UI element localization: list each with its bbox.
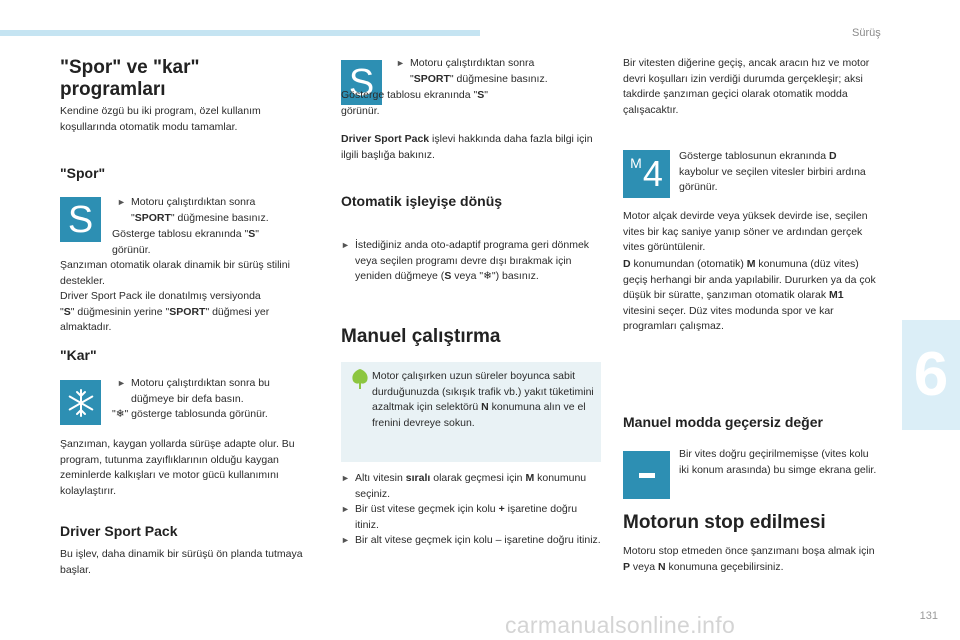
spor-paragraph-4: almaktadır. xyxy=(60,321,112,334)
bullet-arrow-icon: ► xyxy=(117,378,126,388)
dash-glyph xyxy=(639,473,655,478)
oto-heading: Otomatik işleyişe dönüş xyxy=(341,193,503,209)
snowflake-icon xyxy=(60,380,101,425)
col2-bullet-3: Gösterge tablosu ekranında "S" xyxy=(341,89,488,101)
spor-bullet-1: Motoru çalıştırdıktan sonra xyxy=(131,196,256,208)
col3-paragraph-3: D konumundan (otomatik) M konumuna (düz vites) geçiş herhangi bir anda yapılabilir. Dururken ya da çok düşük bir süratte, şanzıman otomatik olarak M1 vitesini seçer. Düz vites modunda spor ve kar programları çalışmaz. xyxy=(623,258,876,333)
spor-paragraph-1: Şanzıman otomatik olarak dinamik bir sürüş stilini destekler. xyxy=(60,259,290,287)
spor-bullet-3: Gösterge tablosu ekranında "S" xyxy=(112,228,259,240)
driver-sport-pack-heading: Driver Sport Pack xyxy=(60,523,178,539)
manual-icon-digit: 4 xyxy=(642,153,663,194)
sport-icon-letter: S xyxy=(67,198,94,241)
bullet-arrow-icon: ► xyxy=(341,535,350,546)
invalid-gear-icon xyxy=(623,451,670,499)
bullet-arrow-icon: ► xyxy=(341,473,350,483)
kar-paragraph: Şanzıman, kaygan yollarda sürüşe adapte olur. Bu program, tutunma zayıflıklarının olduğu kaygan zeminlerde kalkışları ve motor gücü kullanımını kolaylaştırır. xyxy=(60,438,295,497)
manual-heading: Manuel çalıştırma xyxy=(341,326,501,347)
col2-bullet-1: Motoru çalıştırdıktan sonra xyxy=(410,57,535,69)
kar-bullet-1: Motoru çalıştırdıktan sonra bu xyxy=(131,377,270,389)
col2-dsp-note: Driver Sport Pack işlevi hakkında daha fazla bilgi için ilgili başlığa bakınız. xyxy=(341,133,593,161)
bullet-arrow-icon: ► xyxy=(117,197,126,207)
kar-bullet-3: "❄" gösterge tablosunda görünür. xyxy=(112,408,268,420)
note-text: Motor çalışırken uzun süreler boyunca sabit durduğunuzda (sıkışık trafik vb.) yakıt tüketimini azaltmak için selektörü N konumuna alın ve el frenini devreye sokun. xyxy=(372,370,594,429)
page-number: 131 xyxy=(919,610,938,622)
engine-stop-text: Motoru stop etmeden önce şanzımanı boşa almak için P veya N konumuna geçebilirsiniz. xyxy=(623,545,875,573)
title-line-1: "Spor" ve "kar" xyxy=(60,57,200,78)
section-label: Sürüş xyxy=(852,27,881,39)
manual-bullet-2: Bir üst vitese geçmek için kolu + işaretine doğru itiniz. xyxy=(355,503,578,531)
bullet-arrow-icon: ► xyxy=(396,58,405,68)
title-line-2: programları xyxy=(60,79,166,101)
driver-sport-pack-text: Bu işlev, daha dinamik bir sürüşü ön planda tutmaya başlar. xyxy=(60,548,303,576)
manual-bullet-1: Altı vitesin sıralı olarak geçmesi için M konumunu seçiniz. xyxy=(355,472,587,500)
spor-bullet-4: görünür. xyxy=(112,243,151,256)
col2-bullet-4: görünür. xyxy=(341,104,380,117)
manual-bullet-3: Bir alt vitese geçmek için kolu – işaretine doğru itiniz. xyxy=(355,534,601,547)
kar-bullet-2: düğmeye bir defa basın. xyxy=(131,392,244,405)
spor-bullet-2: "SPORT" düğmesine basınız. xyxy=(131,211,269,224)
chapter-tab xyxy=(902,320,960,430)
oto-bullet: İstediğiniz anda oto-adaptif programa geri dönmek veya seçilen programı devre dışı bırakmak için yeniden düğmeye (S veya "❄") basınız. xyxy=(355,239,590,283)
invalid-value-heading: Manuel modda geçersiz değer xyxy=(623,414,823,430)
bullet-arrow-icon: ► xyxy=(341,240,350,250)
snowflake-glyph xyxy=(66,388,96,418)
spor-paragraph-3: "S" düğmesinin yerine "SPORT" düğmesi yer xyxy=(60,305,270,318)
intro-text: Kendine özgü bu iki program, özel kullanım koşullarında otomatik modu tamamlar. xyxy=(60,105,261,133)
manual-icon-text: Gösterge tablosunun ekranında D kaybolur ve seçilen vitesler birbiri ardına görünür. xyxy=(679,150,866,194)
watermark: carmanualsonline.info xyxy=(505,612,736,638)
col3-paragraph-1: Bir vitesten diğerine geçiş, ancak aracın hız ve motor devri koşulları izin verdiği durumda gerçekleşir; aksi takdirde şanzıman geçici olarak otomatik modda çalışacaktır. xyxy=(623,57,870,116)
kar-heading: "Kar" xyxy=(60,347,97,363)
chapter-number: 6 xyxy=(913,340,949,409)
engine-stop-heading: Motorun stop edilmesi xyxy=(623,512,826,533)
manual-icon-letter: M xyxy=(630,155,642,171)
col2-bullet-2: "SPORT" düğmesine basınız. xyxy=(410,72,548,85)
sport-button-icon xyxy=(60,197,101,242)
invalid-value-text: Bir vites doğru geçirilmemişse (vites kolu iki konum arasında) bu simge ekrana gelir. xyxy=(679,448,877,476)
col3-paragraph-2: Motor alçak devirde veya yüksek devirde ise, seçilen vites bir kaç saniye yanıp söner ve ardından gerçek vites görüntülenir. xyxy=(623,210,868,254)
spor-heading: "Spor" xyxy=(60,165,106,181)
top-accent-bar xyxy=(0,30,480,36)
leaf-icon xyxy=(350,368,370,390)
manual-gear-icon xyxy=(623,150,670,198)
spor-paragraph-2: Driver Sport Pack ile donatılmış versiyonda xyxy=(60,290,261,303)
sport-icon-letter-2: S xyxy=(348,61,375,104)
bullet-arrow-icon: ► xyxy=(341,504,350,515)
page-title xyxy=(60,57,300,102)
